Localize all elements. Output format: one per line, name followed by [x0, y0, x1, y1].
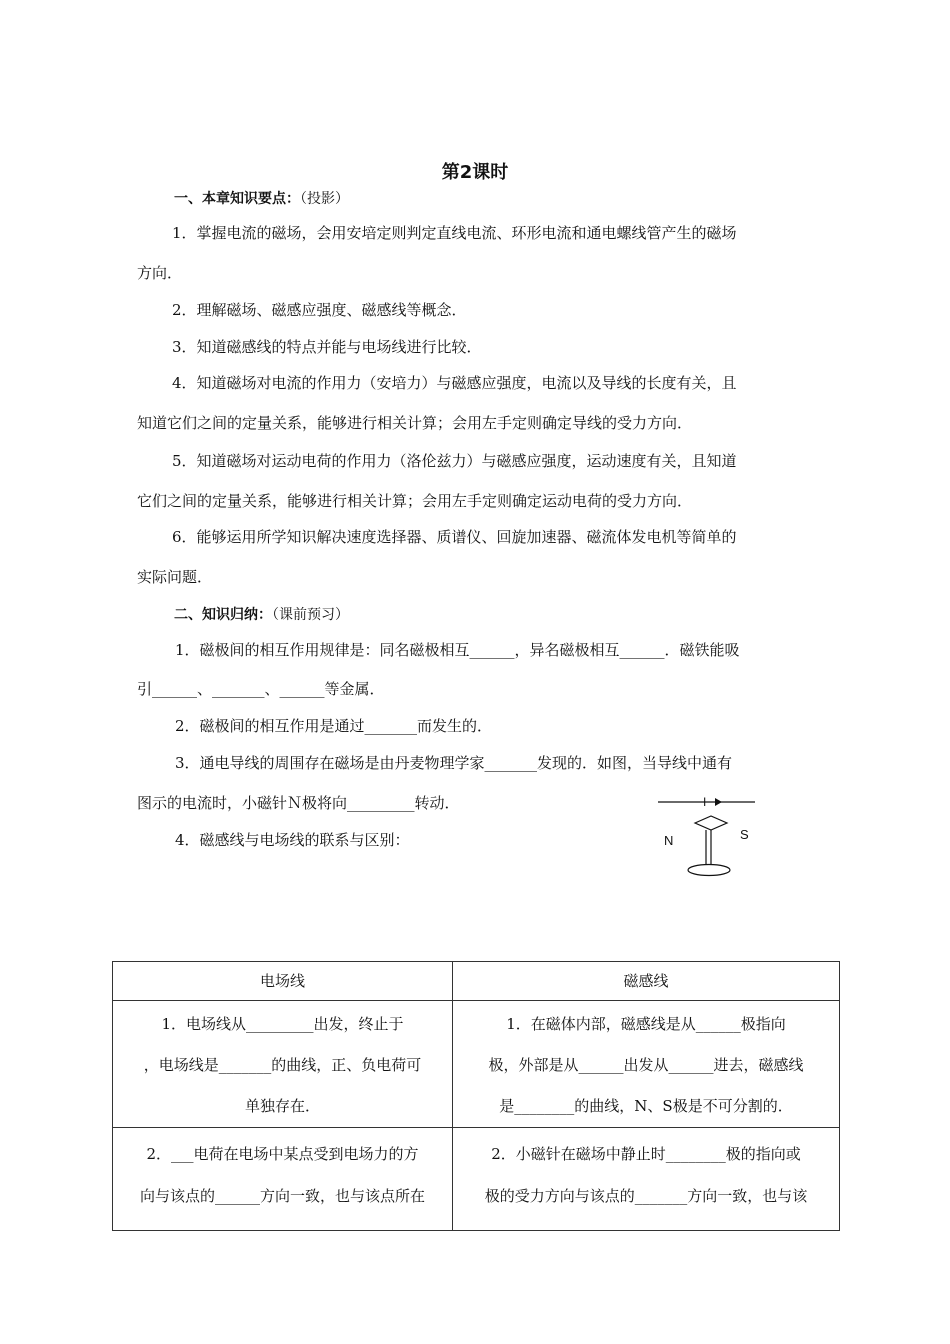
- s2-item-3-cont: 图示的电流时，小磁针Ｎ极将向_________转动．: [137, 794, 460, 812]
- section2-note: （课前预习）: [272, 607, 349, 623]
- s1-item-5-cont: 它们之间的定量关系，能够进行相关计算；会用左手定则确定运动电荷的受力方向．: [137, 492, 693, 510]
- north-label: N: [664, 833, 674, 848]
- row1-right-cell: [453, 1001, 840, 1128]
- section2-heading: [174, 604, 349, 624]
- table-row: [113, 1001, 840, 1128]
- south-label: S: [740, 827, 749, 842]
- s2-item-4: 4．磁感线与电场线的联系与区别：: [175, 831, 410, 849]
- s1-item-4-cont: 知道它们之间的定量关系，能够进行相关计算；会用左手定则确定导线的受力方向．: [137, 414, 693, 432]
- compass-needle: [695, 816, 727, 830]
- s1-item-5: 5．知道磁场对运动电荷的作用力（洛伦兹力）与磁感应强度，运动速度有关，且知道: [172, 452, 737, 470]
- row2-left-line1: 2．___电荷在电场中某点受到电场力的方: [146, 1145, 419, 1163]
- section1-heading: [174, 188, 349, 208]
- page-title: 第2课时: [441, 162, 509, 183]
- s1-item-3: 3．知道磁感线的特点并能与电场线进行比较．: [172, 338, 482, 356]
- section1-note: （投影）: [300, 191, 349, 207]
- row1-left-cell: [113, 1001, 453, 1128]
- s2-item-2: 2．磁极间的相互作用是通过_______而发生的．: [175, 717, 493, 735]
- row1-left-line3: 单独存在．: [244, 1097, 320, 1115]
- row1-right-line1: 1．在磁体内部，磁感线是从______极指向: [506, 1015, 786, 1033]
- row1-left-line2: ，电场线是_______的曲线，正、负电荷可: [143, 1056, 422, 1074]
- compass-base: [688, 865, 730, 876]
- current-arrow-icon: [715, 798, 722, 806]
- row2-right-cell: [453, 1128, 840, 1231]
- comparison-table: [112, 961, 840, 1231]
- current-label: I: [703, 795, 707, 809]
- s1-item-2: 2．理解磁场、磁感应强度、磁感线等概念．: [172, 301, 467, 319]
- s1-item-4: 4．知道磁场对电流的作用力（安培力）与磁感应强度，电流以及导线的长度有关，且: [172, 374, 737, 392]
- s1-item-1: 1．掌握电流的磁场，会用安培定则判定直线电流、环形电流和通电螺线管产生的磁场: [172, 224, 737, 242]
- s1-item-6: 6．能够运用所学知识解决速度选择器、质谱仪、回旋加速器、磁流体发电机等简单的: [172, 528, 737, 546]
- row2-left-line2: 向与该点的______方向一致，也与该点所在: [139, 1187, 425, 1205]
- header-electric-field-lines: 电场线: [113, 962, 453, 1001]
- s1-item-6-cont: 实际问题．: [137, 568, 213, 586]
- s1-item-1-cont: 方向．: [137, 264, 183, 282]
- s2-item-1: 1．磁极间的相互作用规律是：同名磁极相互______，异名磁极相互______．磁铁能吸: [175, 641, 740, 659]
- table-row: [113, 1128, 840, 1231]
- row1-right-line2: 极，外部是从______出发从______进去，磁感线: [488, 1056, 804, 1074]
- compass-wire-diagram: [655, 790, 765, 880]
- row2-right-line2: 极的受力方向与该点的_______方向一致，也与该: [484, 1187, 808, 1205]
- table-header-row: [113, 962, 840, 1001]
- row1-left-line1: 1．电场线从_________出发，终止于: [161, 1015, 404, 1033]
- row1-right-line3: 是________的曲线，N、S极是不可分割的．: [499, 1097, 793, 1115]
- section2-heading-text: 二、知识归纳：: [174, 607, 272, 623]
- section1-heading-text: 一、本章知识要点：: [174, 191, 300, 207]
- row2-right-line1: 2．小磁针在磁场中静止时________极的指向或: [491, 1145, 801, 1163]
- row2-left-cell: [113, 1128, 453, 1231]
- header-magnetic-field-lines: 磁感线: [453, 962, 840, 1001]
- s2-item-1-cont: 引______、_______、______等金属．: [137, 680, 385, 698]
- s2-item-3: 3．通电导线的周围存在磁场是由丹麦物理学家_______发现的．如图，当导线中通有: [175, 754, 733, 772]
